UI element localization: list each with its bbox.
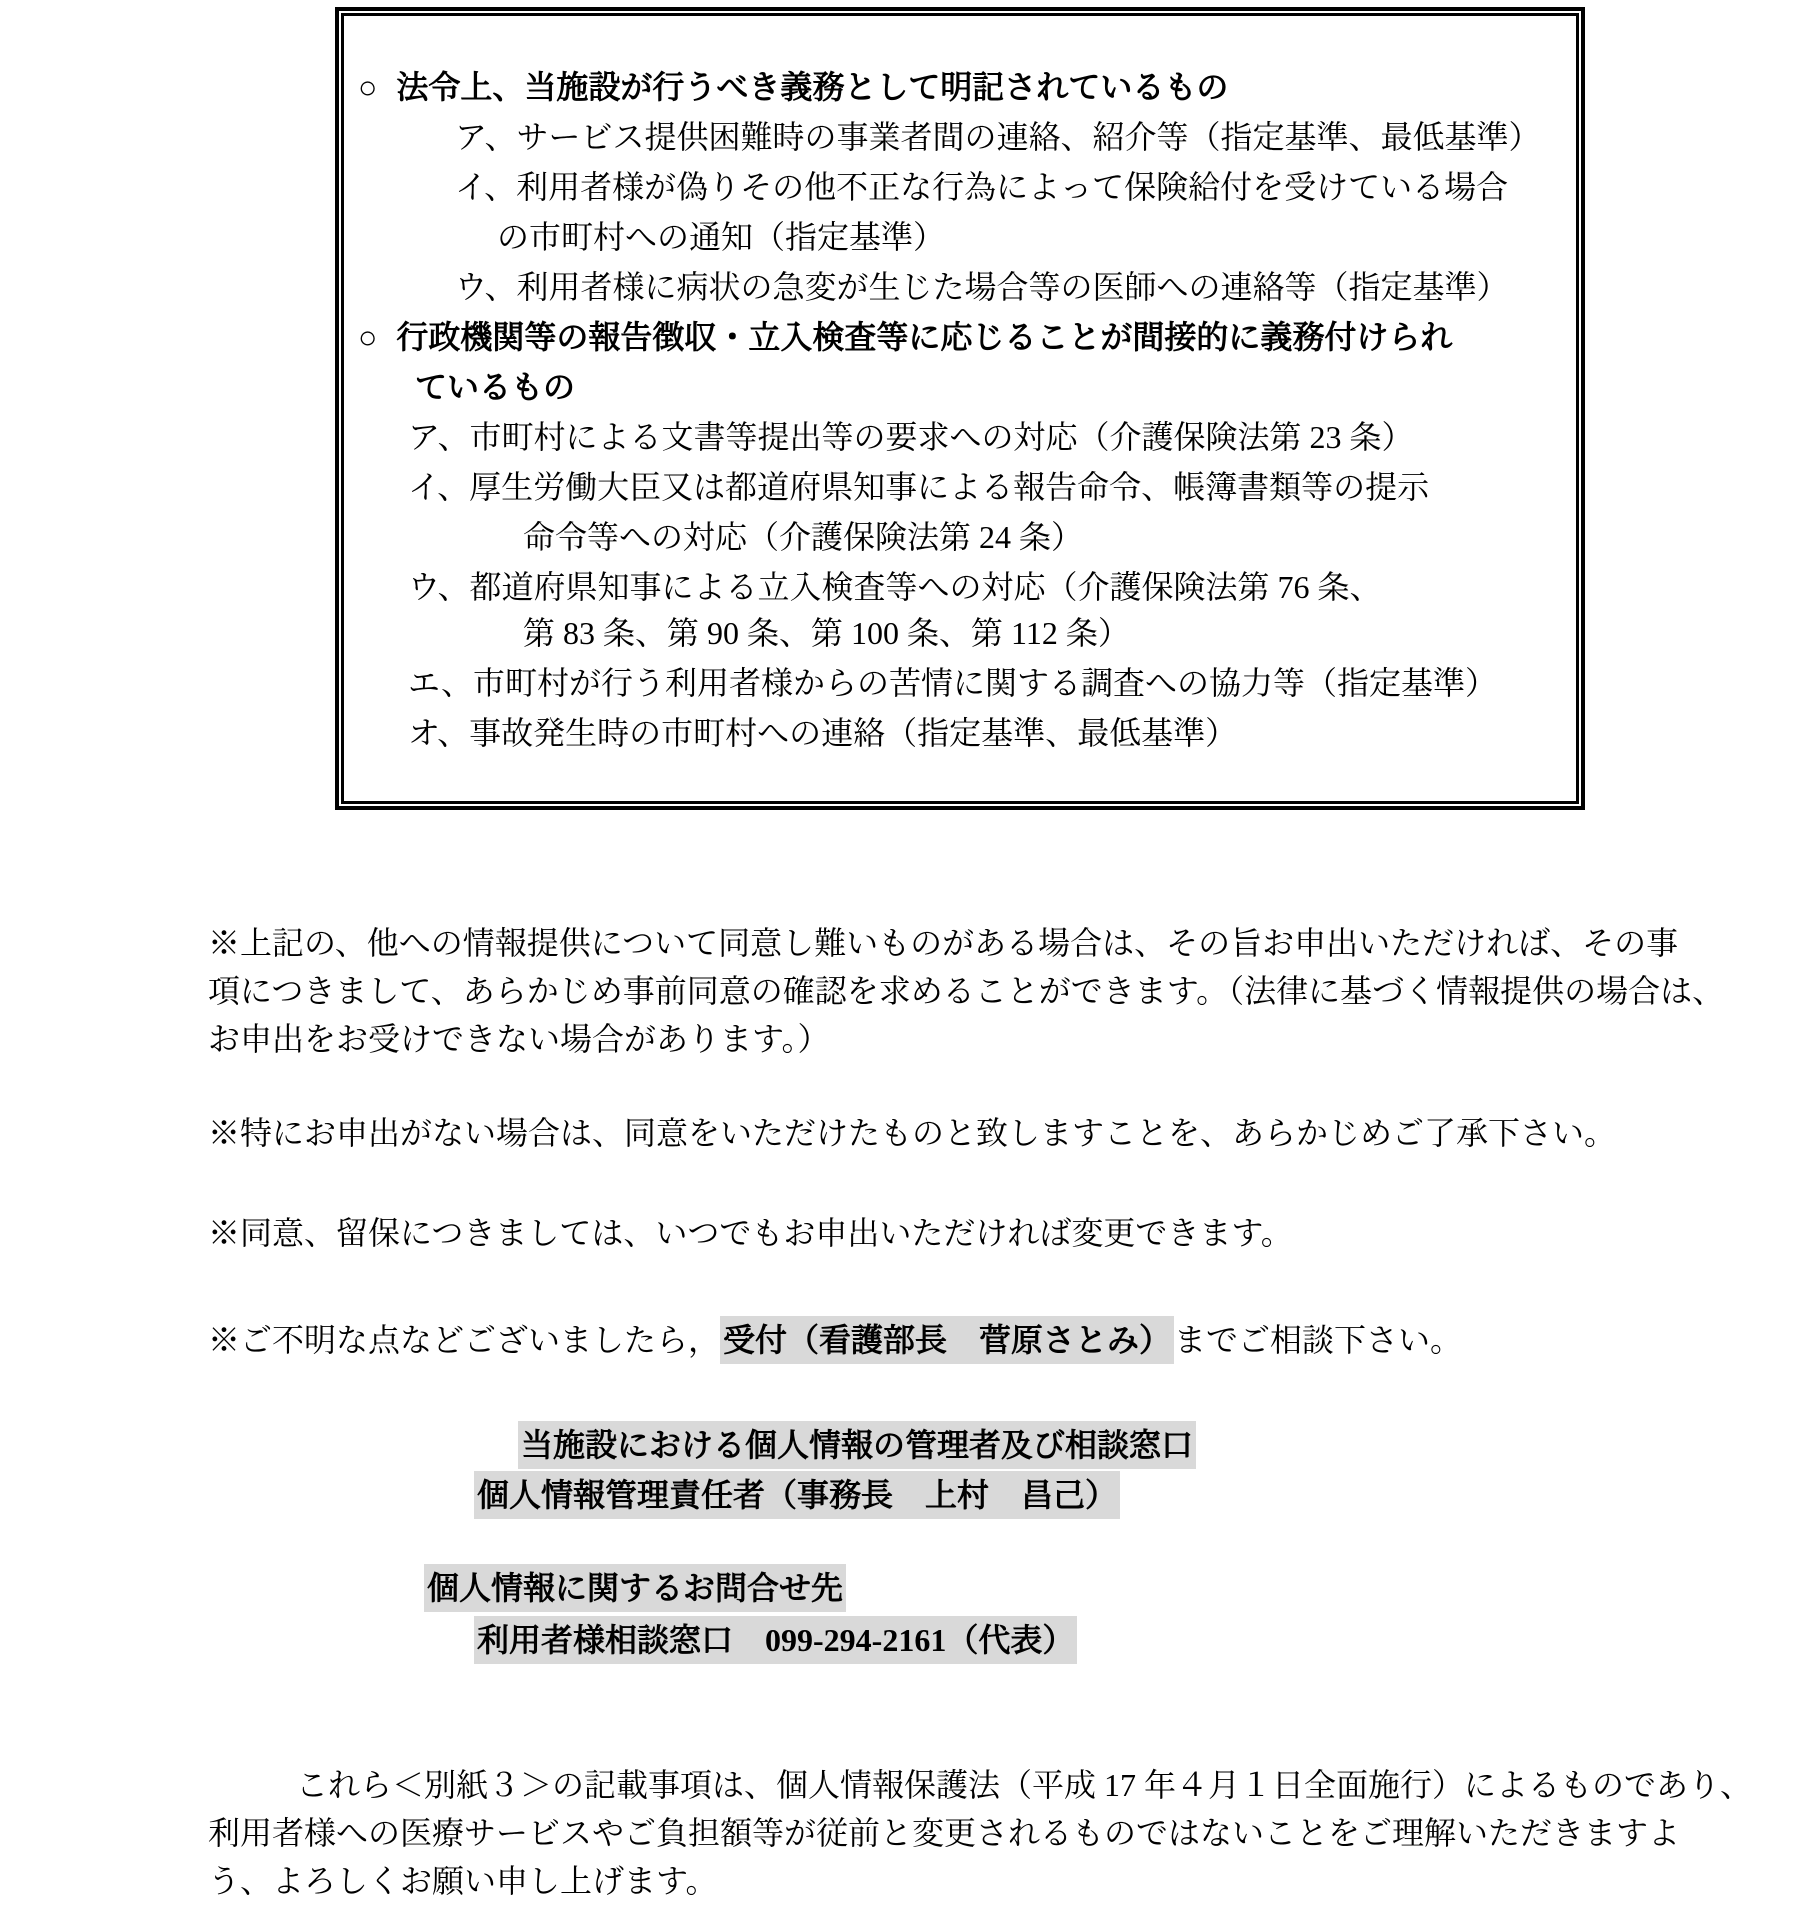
- inquiry-heading-line: [424, 1564, 846, 1612]
- note4: [208, 1316, 1462, 1364]
- admin-item-u-continuation: 第 83 条、第 90 条、第 100 条、第 112 条）: [523, 615, 1130, 651]
- manager-heading: 当施設における個人情報の管理者及び相談窓口: [518, 1421, 1196, 1469]
- legal-item-a: ア、サービス提供困難時の事業者間の連絡、紹介等（指定基準、最低基準）: [455, 119, 1541, 155]
- admin-item-i-continuation: 命令等への対応（介護保険法第 24 条）: [523, 519, 1084, 555]
- note2: ※特にお申出がない場合は、同意をいただけたものと致しますことを、あらかじめご了承下さい。: [208, 1115, 1617, 1151]
- admin-item-e: エ、市町村が行う利用者様からの苦情に関する調査への協力等（指定基準）: [408, 665, 1497, 701]
- admin-obligations-title-continuation: ているもの: [415, 369, 576, 405]
- inquiry-phone-line: [474, 1616, 1077, 1664]
- legal-item-u: ウ、利用者様に病状の急変が生じた場合等の医師への連絡等（指定基準）: [455, 269, 1509, 305]
- inquiry-heading: 個人情報に関するお問合せ先: [424, 1564, 846, 1612]
- admin-item-i: イ、厚生労働大臣又は都道府県知事による報告命令、帳簿書類等の提示: [408, 469, 1430, 505]
- admin-item-o: オ、事故発生時の市町村への連絡（指定基準、最低基準）: [408, 715, 1238, 751]
- note4-suffix: までご相談下さい。: [1174, 1322, 1463, 1358]
- admin-obligations-title: 行政機関等の報告徴収・立入検査等に応じることが間接的に義務付けられ: [396, 319, 1453, 355]
- admin-item-u: ウ、都道府県知事による立入検査等への対応（介護保険法第 76 条、: [408, 569, 1382, 605]
- closing-line2: 利用者様への医療サービスやご負担額等が従前と変更されるものではないことをご理解いただきますよ: [208, 1815, 1681, 1851]
- manager-name-line: [474, 1471, 1120, 1519]
- legal-item-i: イ、利用者様が偽りその他不正な行為によって保険給付を受けている場合: [455, 169, 1509, 205]
- note3: ※同意、留保につきましては、いつでもお申出いただければ変更できます。: [208, 1215, 1293, 1251]
- note1-line1: ※上記の、他への情報提供について同意し難いものがある場合は、その旨お申出いただければ、その事: [208, 925, 1679, 961]
- note4-prefix: ※ご不明な点などございましたら，: [208, 1322, 721, 1358]
- admin-obligations-title-line: [358, 312, 1452, 362]
- reception-contact-highlight: 受付（看護部長 菅原さとみ）: [720, 1316, 1174, 1364]
- note1-line2: 項につきまして、あらかじめ事前同意の確認を求めることができます。（法律に基づく情報提供の場合は、: [208, 973, 1725, 1009]
- admin-item-a: ア、市町村による文書等提出等の要求への対応（介護保険法第 23 条）: [408, 419, 1414, 455]
- closing-line3: う、よろしくお願い申し上げます。: [208, 1863, 718, 1899]
- obligations-box: [335, 7, 1585, 810]
- closing-line1: これら＜別紙３＞の記載事項は、個人情報保護法（平成 17 年４月１日全面施行）によるものであり、: [296, 1767, 1753, 1803]
- note1-line3: お申出をお受けできない場合があります。）: [208, 1021, 830, 1057]
- circle-bullet: ○: [358, 319, 378, 355]
- legal-item-i-continuation: の市町村への通知（指定基準）: [497, 219, 946, 255]
- legal-obligations-title: 法令上、当施設が行うべき義務として明記されているもの: [396, 69, 1229, 105]
- circle-bullet: ○: [358, 69, 378, 105]
- manager-name: 個人情報管理責任者（事務長 上村 昌己）: [474, 1471, 1120, 1519]
- legal-obligations-title-line: [358, 62, 1228, 112]
- inquiry-phone: 利用者様相談窓口 099-294-2161（代表）: [474, 1616, 1077, 1664]
- manager-heading-line: [518, 1421, 1196, 1469]
